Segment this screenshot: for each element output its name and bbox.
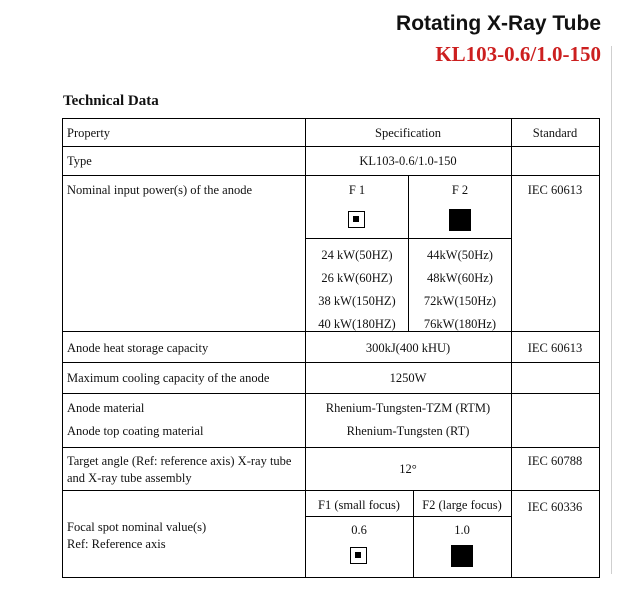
coating-value: Rhenium-Tungsten (RT) xyxy=(346,424,470,438)
f1-f2-divider xyxy=(408,175,409,331)
power-f2-value: 48kW(60Hz) xyxy=(427,271,493,285)
power-f2-value: 44kW(50Hz) xyxy=(427,248,493,262)
header-property: Property xyxy=(67,126,111,140)
header-specification: Specification xyxy=(375,126,441,140)
table-border-bottom xyxy=(62,577,600,578)
row-divider xyxy=(62,393,600,394)
row-divider xyxy=(62,146,600,147)
heat-standard: IEC 60613 xyxy=(527,341,583,355)
column-divider xyxy=(511,118,512,578)
material-value: Rhenium-Tungsten-TZM (RTM) xyxy=(325,401,491,415)
focal-f2-value: 1.0 xyxy=(454,523,470,537)
table-border-top xyxy=(62,118,600,119)
cooling-label: Maximum cooling capacity of the anode xyxy=(67,371,270,385)
material-label: Anode material xyxy=(67,401,145,415)
focal-f1-label: F1 (small focus) xyxy=(318,498,400,512)
power-f1-label: F 1 xyxy=(348,183,366,197)
small-focus-square-icon xyxy=(348,211,365,228)
angle-label-2: and X-ray tube assembly xyxy=(67,471,192,485)
type-value: KL103-0.6/1.0-150 xyxy=(359,154,457,168)
small-focus-square-icon xyxy=(350,547,367,564)
power-f1-value: 26 kW(60HZ) xyxy=(321,271,393,285)
focal-standard: IEC 60336 xyxy=(527,500,583,514)
focal-label: Focal spot nominal value(s) xyxy=(67,520,207,534)
focal-f2-label: F2 (large focus) xyxy=(422,498,502,512)
heat-label: Anode heat storage capacity xyxy=(67,341,209,355)
angle-value: 12° xyxy=(399,462,417,476)
power-f1-value: 40 kW(180HZ) xyxy=(318,317,396,331)
header-standard: Standard xyxy=(532,126,578,140)
power-label: Nominal input power(s) of the anode xyxy=(67,183,253,197)
row-divider xyxy=(62,362,600,363)
row-divider xyxy=(62,490,600,491)
angle-label: Target angle (Ref: reference axis) X-ray tube xyxy=(67,454,292,468)
power-f2-value: 72kW(150Hz) xyxy=(423,294,497,308)
row-divider xyxy=(62,447,600,448)
column-divider xyxy=(305,118,306,578)
angle-standard: IEC 60788 xyxy=(527,454,583,468)
row-divider xyxy=(62,175,600,176)
type-label: Type xyxy=(67,154,92,168)
section-title: Technical Data xyxy=(63,93,159,109)
power-standard: IEC 60613 xyxy=(527,183,583,197)
heat-value: 300kJ(400 kHU) xyxy=(365,341,451,355)
sub-divider xyxy=(306,238,512,239)
coating-label: Anode top coating material xyxy=(67,424,204,438)
table-border-right xyxy=(599,118,600,578)
focal-ref-label: Ref: Reference axis xyxy=(67,537,166,551)
power-f1-value: 38 kW(150HZ) xyxy=(318,294,396,308)
large-focus-square-icon xyxy=(451,545,473,567)
model-number: KL103-0.6/1.0-150 xyxy=(435,42,601,66)
cooling-value: 1250W xyxy=(389,371,427,385)
focal-f1-value: 0.6 xyxy=(351,523,367,537)
page-margin-line xyxy=(611,46,612,574)
power-f1-value: 24 kW(50HZ) xyxy=(321,248,393,262)
power-f2-value: 76kW(180Hz) xyxy=(423,317,497,331)
f1-f2-divider xyxy=(413,490,414,578)
document-title: Rotating X-Ray Tube xyxy=(396,12,601,35)
power-f2-label: F 2 xyxy=(451,183,469,197)
large-focus-square-icon xyxy=(449,209,471,231)
sub-divider xyxy=(306,516,512,517)
table-border-left xyxy=(62,118,63,578)
